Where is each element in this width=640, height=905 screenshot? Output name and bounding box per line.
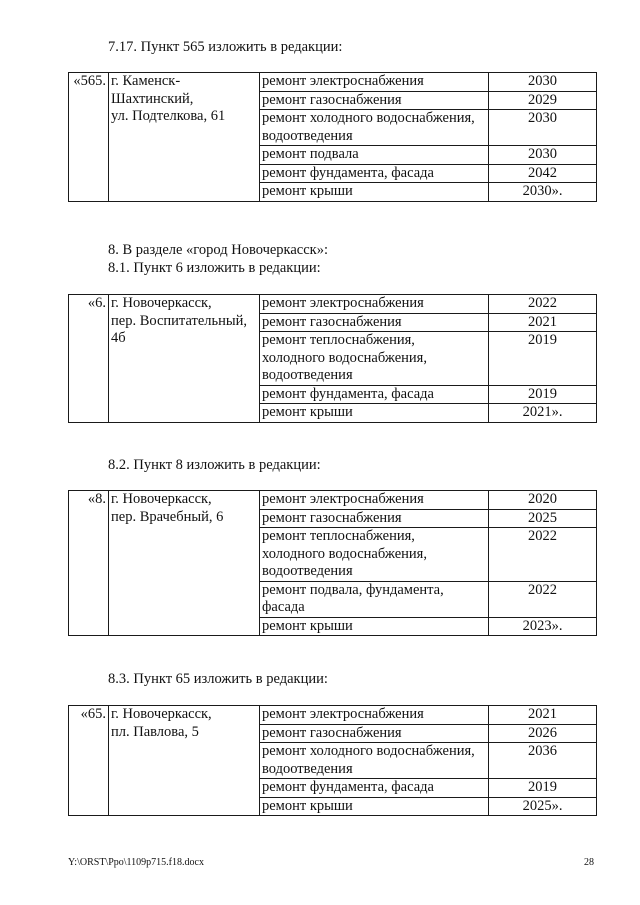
section-heading-8-3: 8.3. Пункт 65 изложить в редакции: (108, 671, 328, 687)
work-type-cell (260, 528, 489, 582)
item-number: «65. (69, 706, 109, 816)
work-type-line: водоотведения (262, 563, 353, 579)
work-type-line: ремонт теплоснабжения, (262, 528, 415, 544)
address-line: пер. Воспитательный, (111, 312, 248, 329)
work-type-line: ремонт газоснабжения (262, 91, 402, 108)
address-line: г. Новочеркасск, (111, 491, 212, 507)
year-cell: 2022 (489, 581, 597, 617)
year-cell: 2019 (489, 332, 597, 386)
work-type-line: ремонт электроснабжения (262, 491, 424, 507)
work-type-cell (260, 404, 489, 423)
work-type-line: водоотведения (262, 760, 353, 777)
repair-table-8 (68, 490, 597, 636)
section-heading-8-2: 8.2. Пункт 8 изложить в редакции: (108, 457, 321, 473)
year-cell: 2021 (489, 313, 597, 332)
year-cell: 2025». (489, 797, 597, 816)
section-heading-7-17: 7.17. Пункт 565 изложить в редакции: (108, 39, 343, 55)
work-type-cell (260, 183, 489, 202)
work-type-cell (260, 295, 489, 314)
work-type-line: ремонт крыши (262, 617, 353, 634)
work-type-cell (260, 91, 489, 110)
work-type-cell (260, 706, 489, 725)
year-cell: 2030 (489, 146, 597, 165)
item-number: «8. (69, 491, 109, 636)
work-type-line: ремонт газоснабжения (262, 724, 402, 741)
address-cell (109, 491, 260, 636)
item-number: «565. (69, 73, 109, 202)
year-cell: 2023». (489, 617, 597, 636)
work-type-line: ремонт теплоснабжения, (262, 332, 415, 348)
work-type-line: ремонт подвала, фундамента, (262, 581, 444, 598)
address-line: г. Новочеркасск, (111, 706, 212, 722)
table-row (69, 73, 597, 92)
year-cell: 2030». (489, 183, 597, 202)
work-type-line: ремонт электроснабжения (262, 73, 424, 89)
address-cell (109, 295, 260, 423)
repair-table-565 (68, 72, 597, 202)
section-heading-8: 8. В разделе «город Новочеркасск»: (108, 242, 329, 258)
work-type-line: ремонт холодного водоснабжения, (262, 110, 475, 126)
work-type-line: фасада (262, 599, 305, 615)
year-cell: 2030 (489, 110, 597, 146)
work-type-line: холодного водоснабжения, (262, 349, 427, 366)
work-type-line: ремонт холодного водоснабжения, (262, 743, 475, 759)
year-cell: 2029 (489, 91, 597, 110)
work-type-line: ремонт электроснабжения (262, 706, 424, 722)
address-line: 4б (111, 330, 126, 346)
repair-table-6 (68, 294, 597, 423)
work-type-cell (260, 509, 489, 528)
section-heading-8-1: 8.1. Пункт 6 изложить в редакции: (108, 260, 321, 276)
address-line: пл. Павлова, 5 (111, 723, 199, 740)
year-cell: 2021 (489, 706, 597, 725)
year-cell: 2022 (489, 528, 597, 582)
address-line: пер. Врачебный, 6 (111, 508, 224, 525)
year-cell: 2019 (489, 385, 597, 404)
page-number: 28 (584, 857, 594, 868)
work-type-line: холодного водоснабжения, (262, 545, 427, 562)
year-cell: 2026 (489, 724, 597, 743)
table-row (69, 295, 597, 314)
work-type-line: водоотведения (262, 367, 353, 383)
work-type-line: ремонт крыши (262, 183, 353, 199)
work-type-line: водоотведения (262, 127, 353, 144)
work-type-cell (260, 73, 489, 92)
work-type-cell (260, 385, 489, 404)
work-type-cell (260, 617, 489, 636)
address-cell (109, 73, 260, 202)
address-line: г. Новочеркасск, (111, 295, 212, 311)
year-cell: 2022 (489, 295, 597, 314)
table-row (69, 706, 597, 725)
work-type-line: ремонт фундамента, фасада (262, 779, 434, 795)
work-type-line: ремонт фундамента, фасада (262, 385, 434, 402)
work-type-cell (260, 779, 489, 798)
work-type-line: ремонт фундамента, фасада (262, 164, 434, 181)
year-cell: 2025 (489, 509, 597, 528)
work-type-cell (260, 164, 489, 183)
year-cell: 2021». (489, 404, 597, 423)
work-type-line: ремонт крыши (262, 797, 353, 814)
work-type-line: ремонт крыши (262, 404, 353, 420)
work-type-cell (260, 797, 489, 816)
work-type-cell (260, 743, 489, 779)
year-cell: 2030 (489, 73, 597, 92)
address-cell (109, 706, 260, 816)
year-cell: 2036 (489, 743, 597, 779)
year-cell: 2019 (489, 779, 597, 798)
year-cell: 2042 (489, 164, 597, 183)
work-type-line: ремонт электроснабжения (262, 295, 424, 311)
work-type-cell (260, 110, 489, 146)
year-cell: 2020 (489, 491, 597, 510)
work-type-cell (260, 146, 489, 165)
repair-table-65 (68, 705, 597, 816)
work-type-line: ремонт газоснабжения (262, 509, 402, 526)
work-type-cell (260, 313, 489, 332)
work-type-cell (260, 332, 489, 386)
address-line: Шахтинский, (111, 90, 194, 107)
work-type-cell (260, 724, 489, 743)
footer-file-path: Y:\ORST\Ppo\1109p715.f18.docx (68, 857, 204, 868)
work-type-cell (260, 491, 489, 510)
table-row (69, 491, 597, 510)
item-number: «6. (69, 295, 109, 423)
address-line: г. Каменск- (111, 73, 181, 89)
work-type-line: ремонт подвала (262, 146, 359, 162)
address-line: ул. Подтелкова, 61 (111, 108, 226, 124)
work-type-cell (260, 581, 489, 617)
work-type-line: ремонт газоснабжения (262, 313, 402, 330)
